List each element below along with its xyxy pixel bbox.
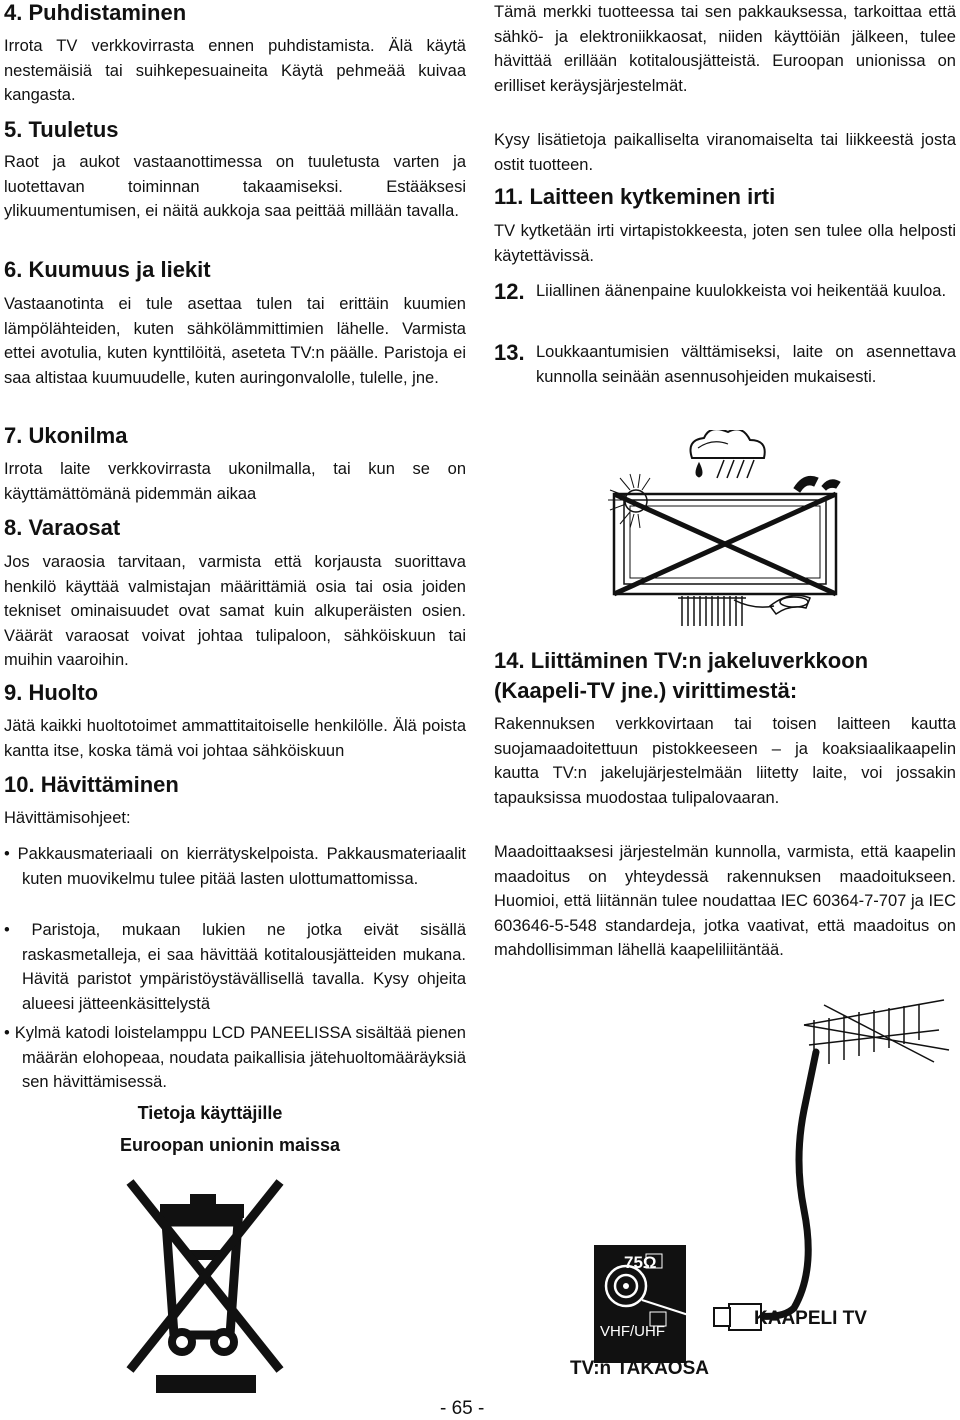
weee-text: Tämä merkki tuotteessa tai sen pakkauksessa, tarkoittaa että sähkö- ja elektroniikkaosat, niiden käyttöiän jälkeen, tulee hävittää erillään kotitalousjätteistä. Euroopan unionissa on erilliset keräysjärjestelmät.	[494, 3, 956, 95]
section-thunder-body	[4, 457, 466, 506]
section-headphones	[494, 279, 956, 305]
section-ventilation	[4, 117, 466, 143]
item-text: Liiallinen äänenpaine kuulokkeista voi heikentää kuuloa.	[536, 282, 947, 300]
section-heat	[4, 257, 466, 283]
section-disposal	[4, 772, 466, 798]
antenna-icon	[804, 1000, 949, 1070]
tv-rear-label: TV:n TAKAOSA	[570, 1358, 709, 1379]
weee-ask	[494, 128, 956, 177]
item-number: 13.	[494, 340, 525, 365]
bullet-text: • Pakkausmateriaali on kierrätyskelpoista. Pakkausmateriaalit kuten muovikelmu tulee pitää lasten ulottumattomissa.	[4, 845, 466, 888]
section-heading: 11. Laitteen kytkeminen irti	[494, 184, 776, 209]
tv-hazard-illustration	[574, 430, 874, 630]
section-disconnect-body	[494, 219, 956, 268]
section-heading: 6. Kuumuus ja liekit	[4, 257, 211, 282]
antenna-connection-diagram	[554, 990, 954, 1395]
section-heading-line: 14. Liittäminen TV:n jakeluverkkoon	[494, 648, 869, 673]
section-cable-tv-body-2	[494, 840, 956, 963]
section-heading: 10. Hävittäminen	[4, 772, 179, 797]
band-label: VHF/UHF	[600, 1323, 665, 1340]
section-text: TV kytketään irti virtapistokkeesta, joten sen tulee olla helposti käytettävissä.	[494, 222, 956, 265]
page-number: - 65 -	[440, 1398, 485, 1419]
cable-tv-label: KAAPELI TV	[754, 1308, 867, 1329]
section-disconnect	[494, 184, 956, 210]
section-text: Vastaanotinta ei tule asettaa tulen tai erittäin kuumien lämpölähteiden, kuten sähkölämmittimien lähelle. Varmista ettei avotulia, kuten kynttilöitä, aseteta TV:n päälle. Paristoja ei saa altistaa kuumuudelle, kuten auringonvalolle, tulelle, jne.	[4, 295, 466, 387]
section-service	[4, 680, 466, 706]
weee-description	[494, 0, 956, 98]
item-text: Loukkaantumisien välttämiseksi, laite on asennettava kunnolla seinään asennusohjeiden mukaisesti.	[536, 343, 956, 386]
section-text: Jos varaosia tarvitaan, varmista että korjausta suorittava henkilö käyttää valmistajan määrittämiä osia tai osia joiden tekniset ominaisuudet ovat samat kuin alkuperäisten osien. Väärät varaosat voivat johtaa tulipaloon, sähköiskuun tai muihin vaaroihin.	[4, 553, 466, 669]
section-text: Raot ja aukot vastaanottimessa on tuuletusta varten ja luotettavan toiminnan takaamiseksi. Estääksesi ylikuumentumisen, ei näitä aukkoja saa peittää millään tavalla.	[4, 153, 466, 220]
disposal-bullet-3	[4, 1021, 466, 1095]
eu-info-title-1	[4, 1101, 466, 1126]
item-number: 12.	[494, 279, 525, 304]
section-text: Irrota laite verkkovirrasta ukonilmalla, tai kun se on käyttämättömänä pidemmän aikaa	[4, 460, 466, 503]
section-heat-body	[4, 292, 466, 390]
disposal-intro: Hävittämisohjeet:	[4, 809, 131, 827]
impedance-label: 75Ω	[624, 1253, 657, 1272]
section-spare-parts	[4, 515, 466, 541]
section-cleaning-body	[4, 34, 466, 108]
section-text: Irrota TV verkkovirrasta ennen puhdistamista. Älä käytä nestemäisiä tai suihkepesuaineita Käytä pehmeää kuivaa kangasta.	[4, 37, 466, 104]
section-text: Jätä kaikki huoltotoimet ammattitaitoiselle henkilölle. Älä poista kantta itse, koska tämä voi johtaa sähköiskuun	[4, 717, 466, 760]
bullet-text: • Kylmä katodi loistelamppu LCD PANEELISSA sisältää pienen määrän elohopeaa, noudata paikallisia jätehuoltomääräyksiä sen hävittämisessä.	[4, 1024, 466, 1091]
section-cable-tv-body-1	[494, 712, 956, 810]
bullet-text: • Paristoja, mukaan lukien ne jotka eivät sisällä raskasmetalleja, ei saa hävittää kotitalousjätteiden mukana. Hävitä paristot ympäristöystävällisellä tavalla. Kysy ohjeita alueesi jätteenkäsittelystä	[4, 921, 466, 1013]
section-mounting	[494, 340, 956, 389]
section-heading: 5. Tuuletus	[4, 117, 119, 142]
section-heading-line: (Kaapeli-TV jne.) virittimestä:	[494, 678, 798, 703]
section-disposal-body	[4, 806, 466, 831]
section-heading: 7. Ukonilma	[4, 423, 128, 448]
section-cable-tv	[494, 648, 956, 704]
ask-text: Kysy lisätietoja paikalliselta viranomaiselta tai liikkeestä josta ostit tuotteen.	[494, 131, 956, 174]
weee-bin-icon	[112, 1170, 302, 1400]
section-service-body	[4, 714, 466, 763]
disposal-bullet-1	[4, 842, 466, 891]
eu-info-line: Euroopan unionin maissa	[119, 1135, 341, 1155]
disposal-bullet-2	[4, 918, 466, 1016]
section-text: Maadoittaaksesi järjestelmän kunnolla, varmista, että kaapelin maadoitus on yhteydessä rakennuksen maadoitukseen. Huomioi, että liitännän tulee noudattaa IEC 60364-7-707 ja IEC 603646-5-548 standardeja, jotka vaativat, että maadoitus on mahdollisimman lähellä kaapeliliitäntää.	[494, 843, 956, 959]
section-text: Rakennuksen verkkovirtaan tai toisen laitteen kautta suojamaadoitettuun pistokkeeseen – ja koaksiaalikaapelin kautta TV:n jakelujärjestelmään liitetty laite, voi jossakin tapauksissa muodostaa tulipalovaaran.	[494, 715, 956, 807]
eu-info-line: Tietoja käyttäjille	[137, 1103, 283, 1123]
section-cleaning	[4, 0, 466, 26]
section-ventilation-body	[4, 150, 466, 224]
section-heading: 9. Huolto	[4, 680, 99, 705]
section-heading: 4. Puhdistaminen	[4, 0, 187, 25]
section-spare-parts-body	[4, 550, 466, 673]
eu-info-title-2	[4, 1133, 466, 1158]
section-thunder	[4, 423, 466, 449]
section-heading: 8. Varaosat	[4, 515, 121, 540]
